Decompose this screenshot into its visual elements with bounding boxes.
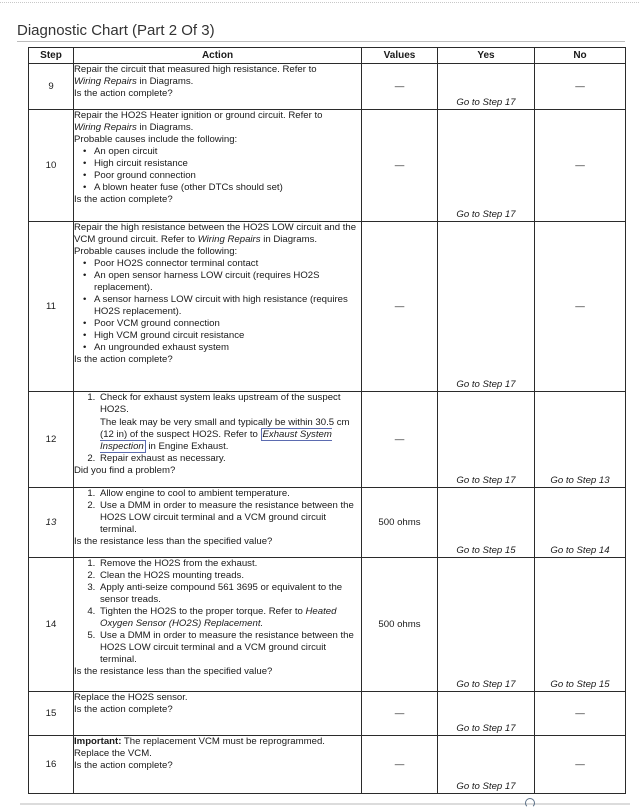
action-text: The replacement VCM must be reprogrammed. [121, 736, 325, 747]
list-item [98, 392, 361, 453]
header-step: Step [29, 48, 74, 64]
empty-dash: — [394, 160, 405, 171]
list-item: • Poor VCM ground connection [94, 318, 361, 330]
table-row [29, 222, 626, 392]
yes-cell [438, 736, 535, 794]
empty-dash: — [394, 434, 405, 445]
empty-dash: — [575, 708, 585, 719]
action-text: Repair the high resistance between the HO2S LOW circuit and the VCM ground circuit. Refer to [74, 222, 357, 245]
goto-link[interactable]: Go to Step 14 [550, 545, 610, 556]
step-number: 10 [29, 110, 74, 222]
goto-link[interactable]: Go to Step 15 [456, 545, 516, 556]
empty-dash: — [394, 301, 405, 312]
values-cell [362, 392, 438, 488]
table-row [29, 110, 626, 222]
empty-dash: — [394, 708, 405, 719]
values-cell: 500 ohms [362, 558, 438, 692]
action-question: Is the resistance less than the specified value? [74, 536, 273, 547]
action-text: Replace the VCM. [74, 748, 152, 759]
table-row [29, 558, 626, 692]
list-item: • An open circuit [94, 146, 361, 158]
action-cell [74, 64, 362, 110]
ho2s-replacement-link[interactable]: Heated Oxygen Sensor (HO2S) Replacement. [100, 606, 337, 629]
empty-dash: — [575, 301, 585, 312]
table-row [29, 736, 626, 794]
yes-cell [438, 488, 535, 558]
diagnostic-chart-sheet [28, 47, 625, 794]
list-item: 2. Repair exhaust as necessary. [98, 453, 361, 465]
header-yes: Yes [438, 48, 535, 64]
action-cell [74, 110, 362, 222]
no-cell [535, 558, 626, 692]
step-number: 14 [29, 558, 74, 692]
step-number: 12 [29, 392, 74, 488]
empty-dash: — [394, 759, 405, 770]
values-cell: 500 ohms [362, 488, 438, 558]
values-cell [362, 222, 438, 392]
table-row [29, 392, 626, 488]
list-item: 3. Apply anti-seize compound 561 3695 or equivalent to the sensor treads. [98, 582, 361, 606]
no-cell [535, 692, 626, 736]
wiring-repairs-link[interactable]: Wiring Repairs [74, 122, 137, 133]
diagnostic-table [28, 47, 626, 794]
step-number: 11 [29, 222, 74, 392]
action-question: Is the action complete? [74, 194, 173, 205]
no-cell [535, 222, 626, 392]
values-cell [362, 110, 438, 222]
empty-dash: — [575, 759, 585, 770]
goto-link[interactable]: Go to Step 17 [456, 679, 516, 690]
yes-cell [438, 222, 535, 392]
causes-list [74, 258, 361, 354]
header-row [29, 48, 626, 64]
list-item [98, 606, 361, 630]
exhaust-inspection-link[interactable]: Exhaust System Inspection [100, 429, 332, 452]
step-number: 15 [29, 692, 74, 736]
list-item: • A blown heater fuse (other DTCs should set) [94, 182, 361, 194]
empty-dash: — [575, 81, 585, 92]
action-question: Did you find a problem? [74, 465, 176, 476]
top-divider [0, 2, 639, 3]
yes-cell [438, 110, 535, 222]
action-text: The leak may be very small and typically be within 30.5 cm (12 in) of the suspect HO2S. Refer to [100, 417, 350, 440]
list-item: • An ungrounded exhaust system [94, 342, 361, 354]
no-cell [535, 64, 626, 110]
step-number: 9 [29, 64, 74, 110]
action-cell [74, 692, 362, 736]
action-text: Repair the HO2S Heater ignition or ground circuit. Refer to [74, 110, 323, 121]
action-text: Replace the HO2S sensor. [74, 692, 188, 703]
values-cell [362, 64, 438, 110]
list-item: 2. Clean the HO2S mounting treads. [98, 570, 361, 582]
action-text: in Diagrams. [260, 234, 318, 245]
values-cell [362, 692, 438, 736]
list-item: 5. Use a DMM in order to measure the resistance between the HO2S LOW circuit terminal and a VCM ground circuit terminal. [98, 630, 361, 666]
header-values: Values [362, 48, 438, 64]
list-item: • An open sensor harness LOW circuit (requires HO2S replacement). [94, 270, 361, 294]
list-item: • Poor HO2S connector terminal contact [94, 258, 361, 270]
wiring-repairs-link[interactable]: Wiring Repairs [197, 234, 261, 245]
action-cell [74, 222, 362, 392]
action-cell [74, 558, 362, 692]
partial-circle-icon [525, 798, 535, 808]
action-question: Is the action complete? [74, 704, 173, 715]
action-text: in Diagrams. [136, 76, 194, 87]
action-question: Is the action complete? [74, 354, 173, 365]
goto-link[interactable]: Go to Step 17 [456, 209, 516, 220]
list-item: • Poor ground connection [94, 170, 361, 182]
goto-link[interactable]: Go to Step 15 [550, 679, 610, 690]
list-item: 1. Remove the HO2S from the exhaust. [98, 558, 361, 570]
table-row [29, 488, 626, 558]
goto-link[interactable]: Go to Step 13 [550, 475, 610, 486]
yes-cell [438, 64, 535, 110]
table-row [29, 692, 626, 736]
action-question: Is the resistance less than the specified value? [74, 666, 273, 677]
header-no: No [535, 48, 626, 64]
list-item: • A sensor harness LOW circuit with high resistance (requires HO2S replacement). [94, 294, 361, 318]
values-cell [362, 736, 438, 794]
list-item: • High VCM ground circuit resistance [94, 330, 361, 342]
footer-rule [20, 803, 630, 805]
action-text: in Diagrams. [136, 122, 194, 133]
step-number: 13 [29, 488, 74, 558]
yes-cell [438, 558, 535, 692]
goto-link[interactable]: Go to Step 17 [456, 475, 516, 486]
no-cell [535, 392, 626, 488]
list-item: 2. Use a DMM in order to measure the resistance between the HO2S LOW circuit terminal and a VCM ground circuit terminal. [98, 500, 361, 536]
action-steps [74, 558, 361, 666]
step-number: 16 [29, 736, 74, 794]
yes-cell [438, 692, 535, 736]
action-steps [74, 392, 361, 465]
action-steps [74, 488, 361, 536]
no-cell [535, 110, 626, 222]
wiring-repairs-link[interactable]: Wiring Repairs [74, 76, 137, 87]
list-item: 1. Allow engine to cool to ambient temperature. [98, 488, 361, 500]
action-text: in Engine Exhaust. [145, 441, 229, 452]
causes-list [74, 146, 361, 194]
action-cell [74, 392, 362, 488]
action-text: Tighten the HO2S to the proper torque. Refer to [100, 606, 303, 617]
table-row [29, 64, 626, 110]
empty-dash: — [394, 81, 405, 92]
action-cell [74, 736, 362, 794]
action-cell [74, 488, 362, 558]
action-text: Check for exhaust system leaks upstream of the suspect HO2S. [100, 392, 341, 415]
page-title: Diagnostic Chart (Part 2 Of 3) [17, 22, 215, 39]
no-cell [535, 736, 626, 794]
important-label: Important: [74, 736, 122, 747]
action-question: Is the action complete? [74, 88, 173, 99]
list-item: • High circuit resistance [94, 158, 361, 170]
goto-link[interactable]: Go to Step 17 [456, 781, 516, 792]
causes-intro: Probable causes include the following: [74, 246, 238, 257]
yes-cell [438, 392, 535, 488]
empty-dash: — [575, 160, 585, 171]
header-action: Action [74, 48, 362, 64]
action-text: Repair the circuit that measured high resistance. Refer to [74, 64, 317, 75]
causes-intro: Probable causes include the following: [74, 134, 238, 145]
no-cell [535, 488, 626, 558]
goto-link[interactable]: Go to Step 17 [456, 97, 516, 108]
goto-link[interactable]: Go to Step 17 [456, 723, 516, 734]
goto-link[interactable]: Go to Step 17 [456, 379, 516, 390]
action-question: Is the action complete? [74, 760, 173, 771]
title-rule [17, 41, 625, 42]
